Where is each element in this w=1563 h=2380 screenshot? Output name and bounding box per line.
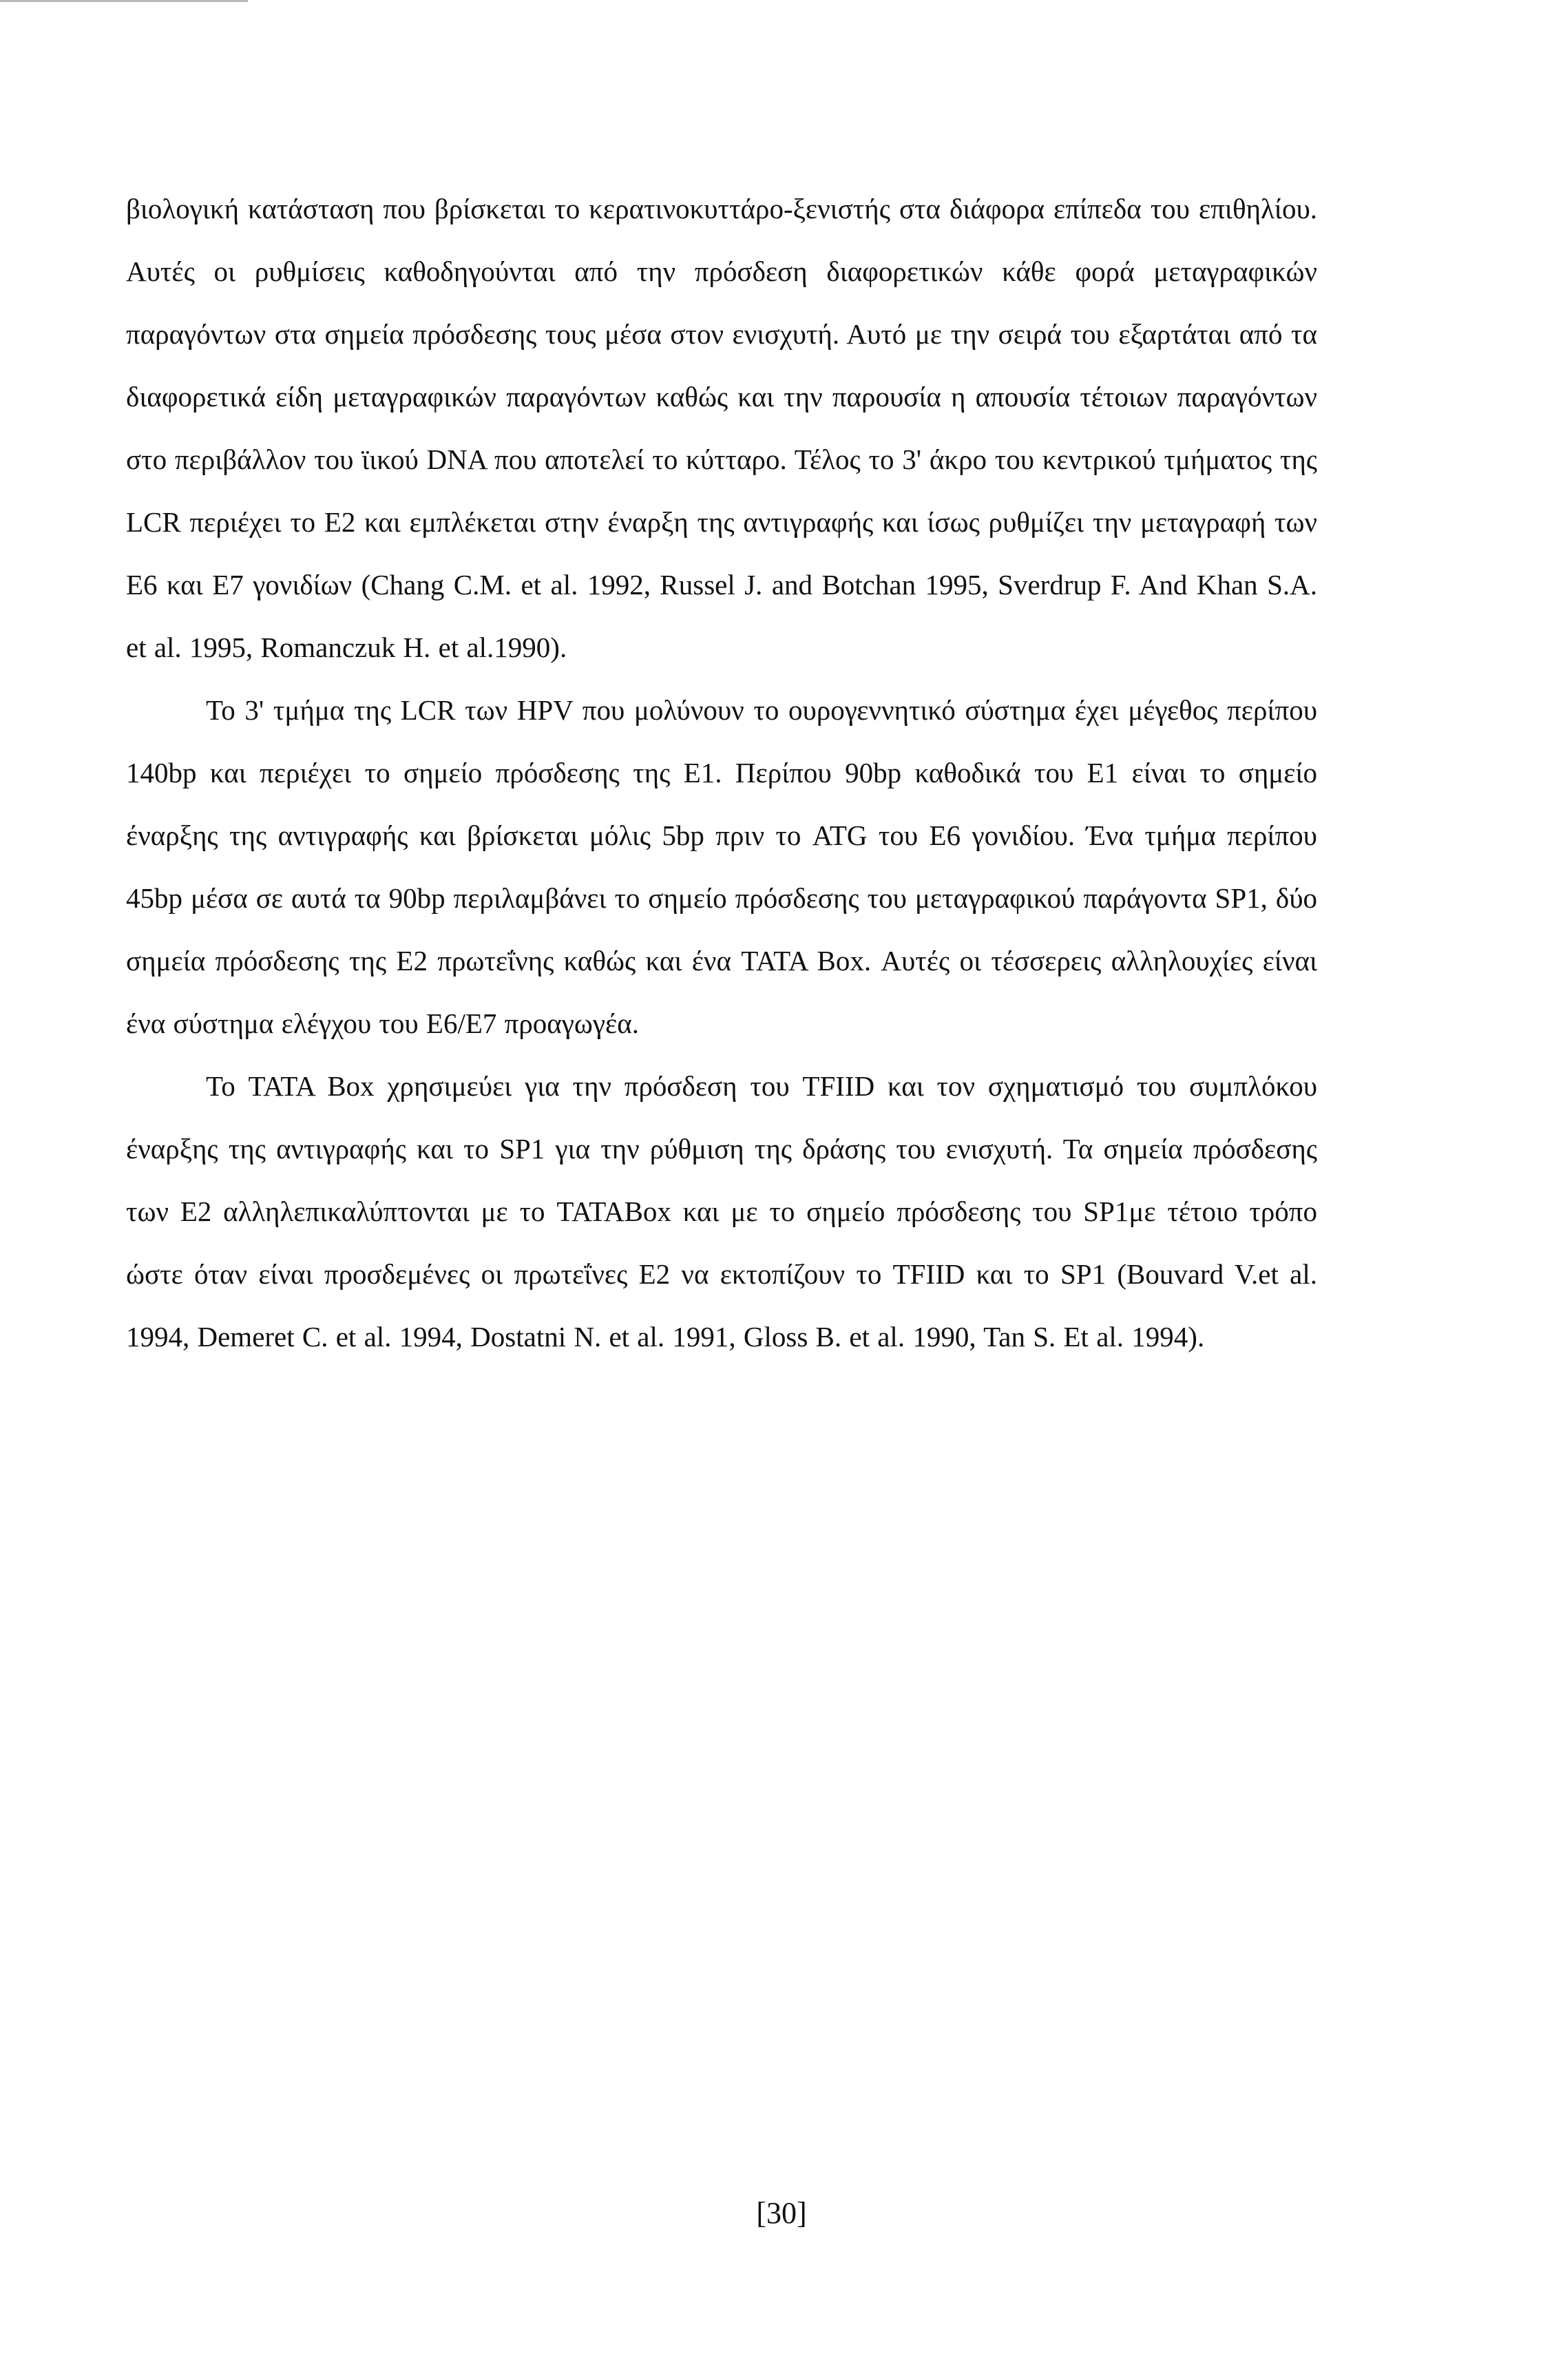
page-number: [30] [756,2196,807,2230]
scan-edge-rule [0,0,248,2]
paragraph-3: Το TATA Box χρησιμεύει για την πρόσδεση του TFIID και τον σχηματισμό του συμπλόκου έναρξης της αντιγραφής και το SP1 για την ρύθμιση της δράσης του ενισχυτή. Τα σημεία πρόσδεσης των Ε2 αλληλεπικαλύπτονται με το TATABox και με το σημείο πρόσδεσης του SP1με τέτοιο τρόπο ώστε όταν είναι προσδεμένες οι πρωτεΐνες Ε2 να εκτοπίζουν το TFIID και το SP1 (Bouvard V.et al. 1994, Demeret C. et al. 1994, Dostatni N. et al. 1991, Gloss B. et al. 1990, Tan S. Et al. 1994). [126,1070,1317,1353]
paragraph-1: βιολογική κατάσταση που βρίσκεται το κερατινοκυττάρο-ξενιστής στα διάφορα επίπεδα του επιθηλίου. Αυτές οι ρυθμίσεις καθοδηγούνται από την πρόσδεση διαφορετικών κάθε φορά μεταγραφικών παραγόντων στα σημεία πρόσδεσης τους μέσα στον ενισχυτή. Αυτό με την σειρά του εξαρτάται από τα διαφορετικά είδη μεταγραφικών παραγόντων καθώς και την παρουσία η απουσία τέτοιων παραγόντων στο περιβάλλον του ϊικού DNA που αποτελεί το κύτταρο. Τέλος το 3' άκρο του κεντρικού τμήματος της LCR περιέχει το Ε2 και εμπλέκεται στην έναρξη της αντιγραφής και ίσως ρυθμίζει την μεταγραφή των Ε6 και Ε7 γονιδίων (Chang C.M. et al. 1992, Russel J. and Botchan 1995, Sverdrup F. And Khan S.A. et al. 1995, Romanczuk H. et al.1990). [126,193,1317,663]
paragraph-2: Το 3' τμήμα της LCR των HPV που μολύνουν το ουρογεννητικό σύστημα έχει μέγεθος περίπου 140bp και περιέχει το σημείο πρόσδεσης της Ε1. Περίπου 90bp καθοδικά του Ε1 είναι το σημείο έναρξης της αντιγραφής και βρίσκεται μόλις 5bp πριν το ATG του Ε6 γονιδίου. Ένα τμήμα περίπου 45bp μέσα σε αυτά τα 90bp περιλαμβάνει το σημείο πρόσδεσης του μεταγραφικού παράγοντα SP1, δύο σημεία πρόσδεσης της Ε2 πρωτεΐνης καθώς και ένα TATA Box. Αυτές οι τέσσερεις αλληλουχίες είναι ένα σύστημα ελέγχου του Ε6/Ε7 προαγωγέα. [126,694,1317,1039]
body-text [126,178,1317,1368]
